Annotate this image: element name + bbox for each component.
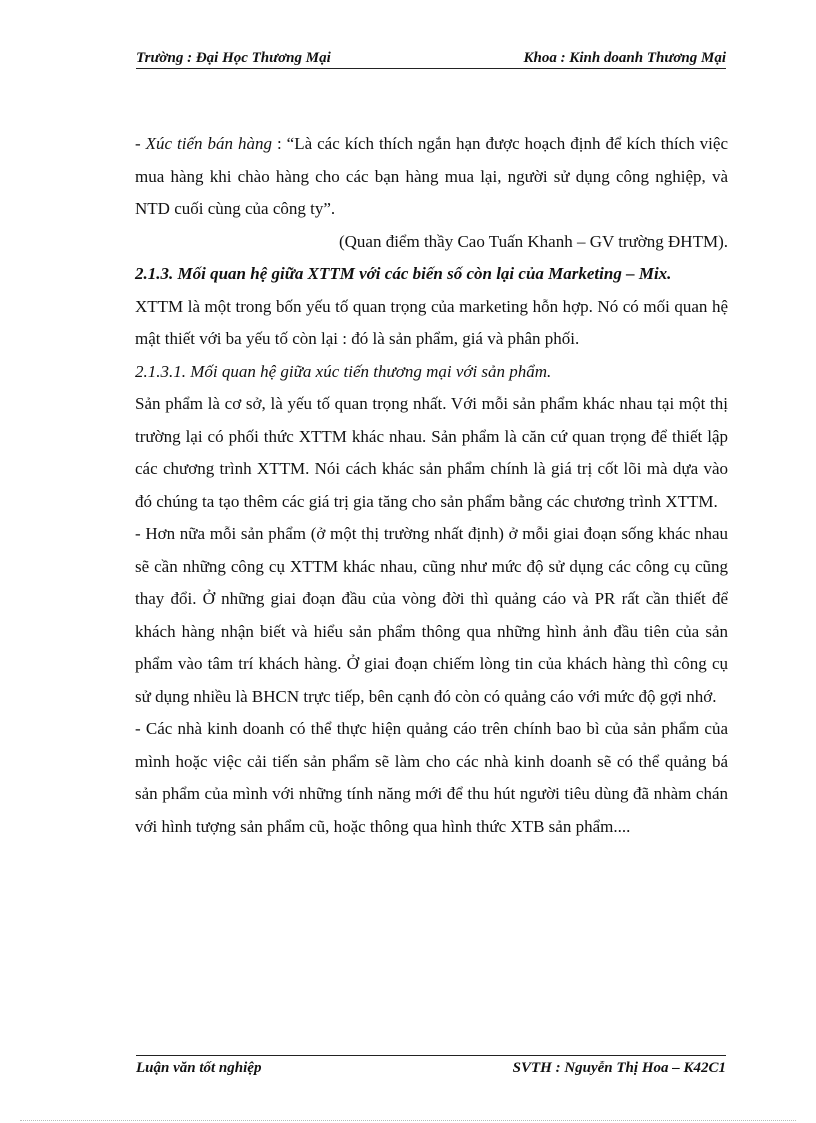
footer-student: SVTH : Nguyễn Thị Hoa – K42C1 xyxy=(512,1060,726,1076)
document-body xyxy=(135,128,728,843)
footer-divider xyxy=(136,1055,726,1056)
page-footer xyxy=(136,1060,726,1077)
subsection-heading-2-1-3-1: 2.1.3.1. Mối quan hệ giữa xúc tiến thương mại với sản phẩm. xyxy=(135,361,552,381)
header-divider xyxy=(136,68,726,69)
paragraph-lifecycle: - Hơn nữa mỗi sản phẩm (ở một thị trường nhất định) ở mỗi giai đoạn sống khác nhau sẽ cần những công cụ XTTM khác nhau, cũng như mức độ sử dụng các công cụ cũng thay đổi. Ở những giai đoạn đầu của vòng đời thì quảng cáo và PR rất cần thiết để khách hàng nhận biết và hiểu sản phẩm thông qua những hình ảnh đầu tiên của sản phẩm vào tâm trí khách hàng. Ở giai đoạn chiếm lòng tin của khách hàng thì công cụ sử dụng nhiều là BHCN trực tiếp, bên cạnh đó còn có quảng cáo với mức độ gợi nhớ. xyxy=(135,524,728,706)
paragraph-intro: XTTM là một trong bốn yếu tố quan trọng của marketing hỗn hợp. Nó có mối quan hệ mật thiết với ba yếu tố còn lại : đó là sản phẩm, giá và phân phối. xyxy=(135,296,728,348)
paragraph-sales-promotion xyxy=(135,128,728,226)
header-school: Trường : Đại Học Thương Mại xyxy=(136,50,331,66)
header-faculty: Khoa : Kinh doanh Thương Mại xyxy=(523,50,726,66)
definition-text: : “Là các kích thích ngắn hạn được hoạch định để kích thích việc mua hàng khi chào hàng cho các bạn hàng mua lại, người sử dụng công nghiệp, và NTD cuối cùng của công ty”. xyxy=(135,134,728,218)
page-header xyxy=(136,50,726,67)
section-heading-2-1-3: 2.1.3. Mối quan hệ giữa XTTM với các biến số còn lại của Marketing – Mix. xyxy=(135,264,672,283)
footer-thesis: Luận văn tốt nghiệp xyxy=(136,1060,262,1076)
paragraph-packaging: - Các nhà kinh doanh có thể thực hiện quảng cáo trên chính bao bì của sản phẩm của mình hoặc việc cải tiến sản phẩm sẽ làm cho các nhà kinh doanh sẽ có thể quảng bá sản phẩm của mình với những tính năng mới để thu hút người tiêu dùng đã nhàm chán với hình tượng sản phẩm cũ, hoặc thông qua hình thức XTB sản phẩm.... xyxy=(135,719,728,836)
citation: (Quan điểm thầy Cao Tuấn Khanh – GV trường ĐHTM). xyxy=(338,231,728,251)
page-edge-dotted-line xyxy=(20,1120,796,1121)
paragraph-product-basis: Sản phẩm là cơ sở, là yếu tố quan trọng nhất. Với mỗi sản phẩm khác nhau tại một thị trường lại có phối thức XTTM khác nhau. Sản phẩm là căn cứ quan trọng để thiết lập các chương trình XTTM. Nói cách khác sản phẩm chính là giá trị cốt lõi mà dựa vào đó chúng ta tạo thêm các giá trị gia tăng cho sản phẩm bằng các chương trình XTTM. xyxy=(135,394,728,511)
term-sales-promotion: - Xúc tiến bán hàng xyxy=(135,134,272,153)
